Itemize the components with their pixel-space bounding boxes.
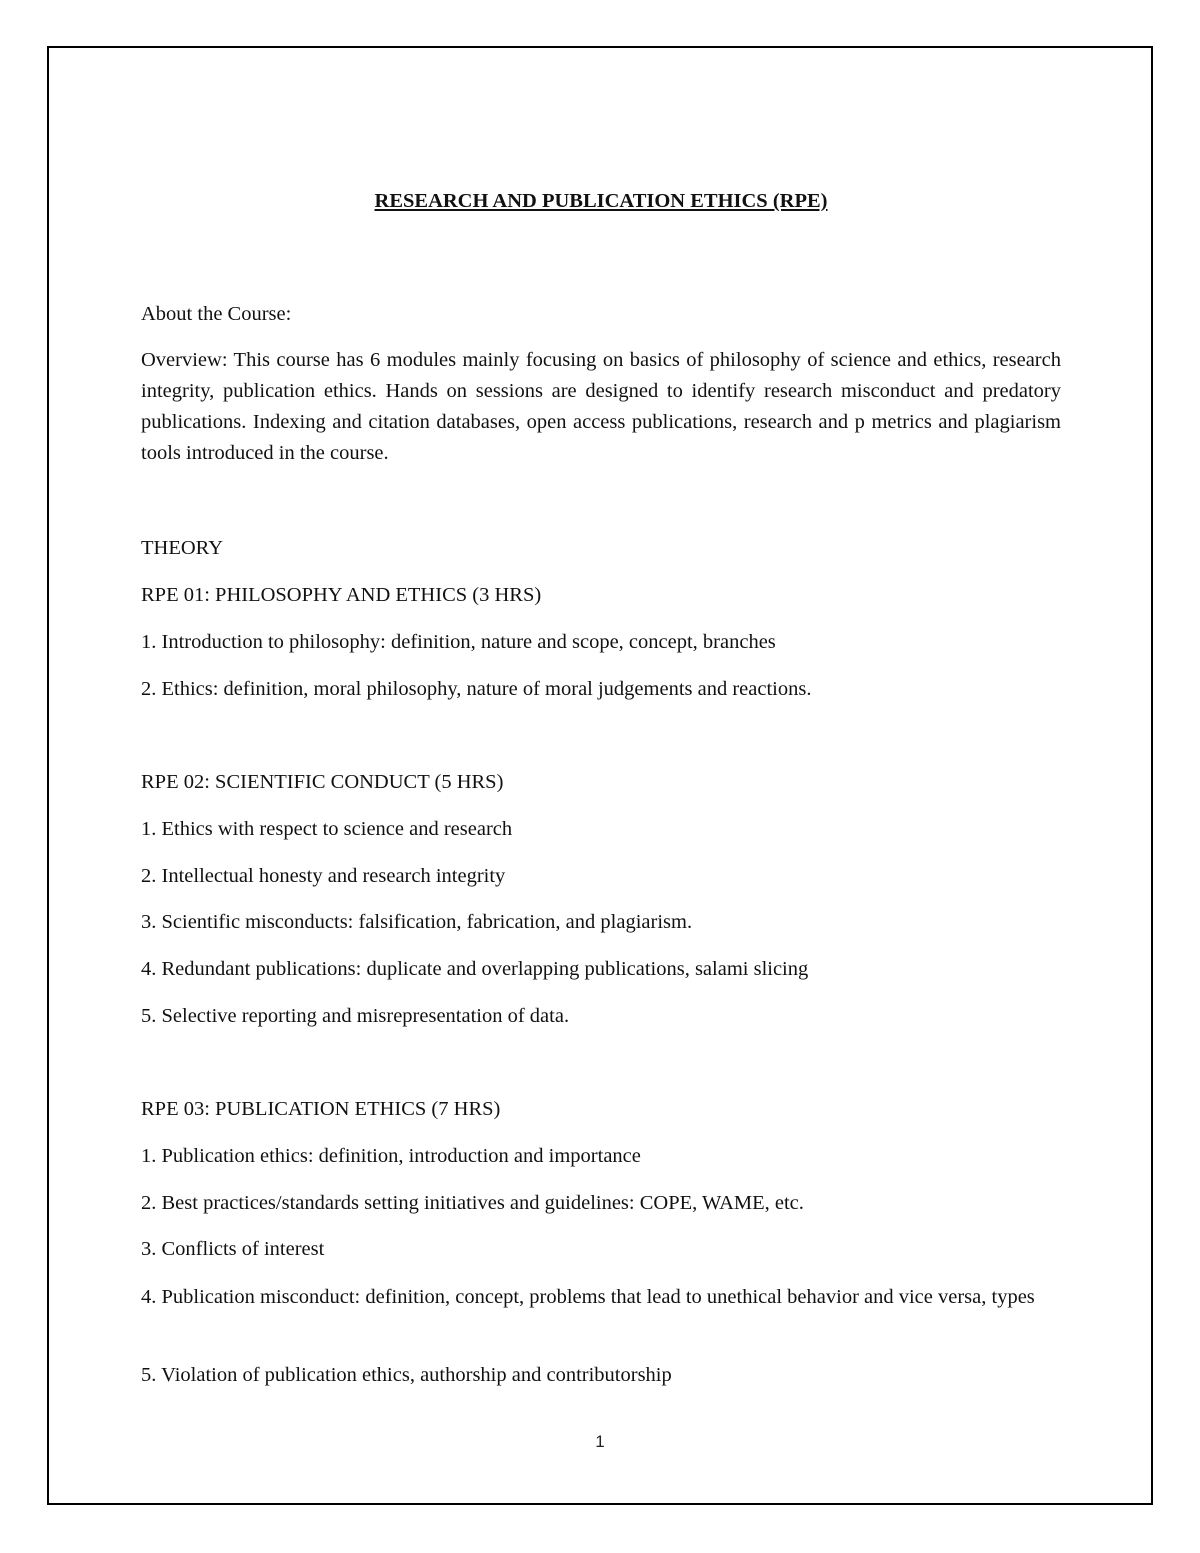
module-2-heading: RPE 02: SCIENTIFIC CONDUCT (5 HRS): [141, 771, 504, 793]
module-3-item: 3. Conflicts of interest: [141, 1238, 325, 1260]
module-3-item: 1. Publication ethics: definition, introduction and importance: [141, 1145, 641, 1167]
module-3-item: 2. Best practices/standards setting initiatives and guidelines: COPE, WAME, etc.: [141, 1192, 804, 1214]
module-1-item: 1. Introduction to philosophy: definition, nature and scope, concept, branches: [141, 631, 776, 653]
module-3-item: 5. Violation of publication ethics, authorship and contributorship: [141, 1364, 672, 1386]
module-2-item: 5. Selective reporting and misrepresentation of data.: [141, 1005, 570, 1027]
theory-label: THEORY: [141, 537, 223, 559]
page-number: 1: [595, 1432, 605, 1451]
module-1-heading: RPE 01: PHILOSOPHY AND ETHICS (3 HRS): [141, 584, 542, 606]
about-label: About the Course:: [141, 303, 292, 325]
module-2-item: 2. Intellectual honesty and research integrity: [141, 865, 506, 887]
overview-paragraph: Overview: This course has 6 modules mainly focusing on basics of philosophy of science and ethics, research integrity, publication ethics. Hands on sessions are designed to identify research misconduct and predatory publications. Indexing and citation databases, open access publications, research and p metrics and plagiarism tools introduced in the course.: [141, 349, 1061, 464]
document-title: RESEARCH AND PUBLICATION ETHICS (RPE): [374, 190, 828, 212]
module-2-item: 4. Redundant publications: duplicate and overlapping publications, salami slicing: [141, 958, 809, 980]
module-2-item: 3. Scientific misconducts: falsification, fabrication, and plagiarism.: [141, 911, 693, 933]
module-1-item: 2. Ethics: definition, moral philosophy, nature of moral judgements and reactions.: [141, 678, 812, 700]
module-2-item: 1. Ethics with respect to science and research: [141, 818, 513, 840]
module-3-heading: RPE 03: PUBLICATION ETHICS (7 HRS): [141, 1098, 501, 1120]
module-3-item: 4. Publication misconduct: definition, concept, problems that lead to unethical behavior and vice versa, types: [141, 1286, 1035, 1308]
